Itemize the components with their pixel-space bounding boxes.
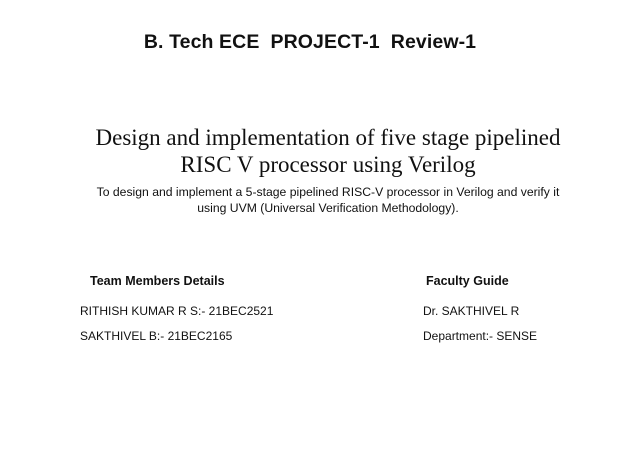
- project-objective: [80, 184, 576, 216]
- team-members-heading: Team Members Details: [90, 274, 225, 288]
- team-member-2: SAKTHIVEL B:- 21BEC2165: [80, 329, 233, 343]
- review-header: B. Tech ECE PROJECT-1 Review-1: [143, 31, 477, 53]
- faculty-department: Department:- SENSE: [423, 329, 538, 343]
- project-title: [0, 124, 640, 178]
- project-title-line-1: Design and implementation of five stage pipelined: [95, 125, 561, 150]
- project-title-line-2: RISC V processor using Verilog: [180, 152, 476, 177]
- faculty-guide-heading: Faculty Guide: [426, 274, 509, 288]
- faculty-guide-name: Dr. SAKTHIVEL R: [423, 304, 520, 318]
- objective-line-1: To design and implement a 5-stage pipelined RISC-V processor in Verilog and verify it: [96, 185, 560, 199]
- objective-line-2: using UVM (Universal Verification Methodology).: [197, 201, 459, 215]
- team-member-1: RITHISH KUMAR R S:- 21BEC2521: [80, 304, 274, 318]
